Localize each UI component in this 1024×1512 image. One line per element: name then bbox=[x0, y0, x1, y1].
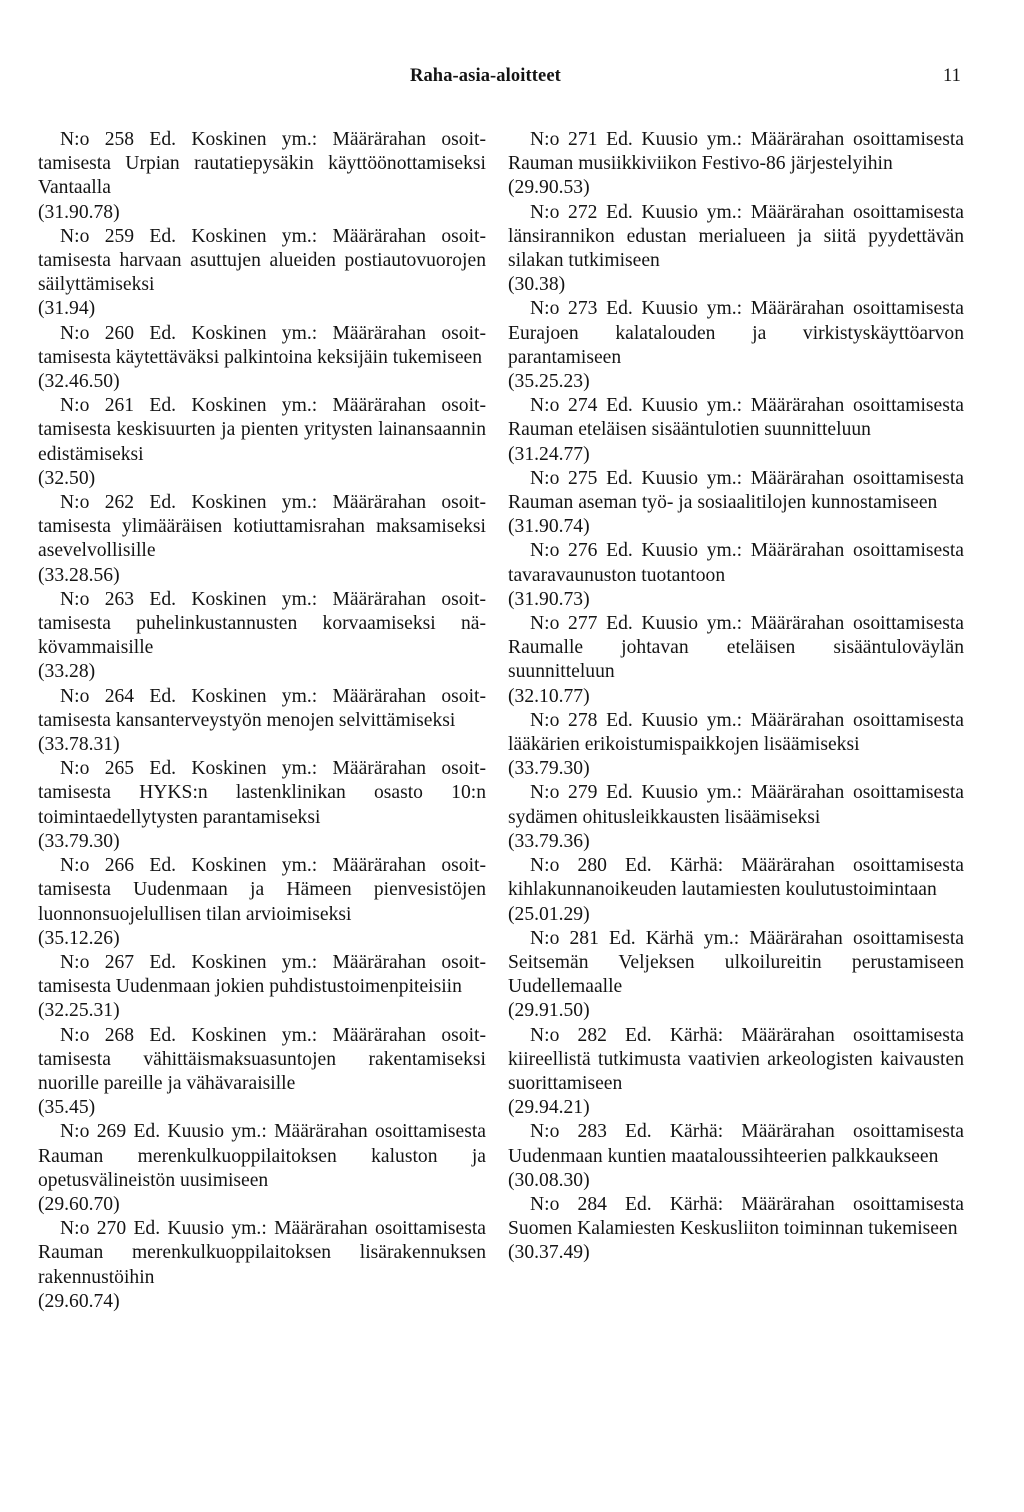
entry-text: N:o 277 Ed. Kuusio ym.: Määrärahan osoittamisesta Raumalle johtavan eteläisen sisääntuloväylän suunnitteluun bbox=[508, 613, 964, 683]
entry-text: N:o 282 Ed. Kärhä: Määrärahan osoittamisesta kiireellistä tutkimusta vaativien arkeologisten kaivausten suorittamiseen bbox=[508, 1024, 964, 1094]
entry-281 bbox=[508, 927, 964, 1024]
entry-text: N:o 259 Ed. Koskinen ym.: Määrärahan osoittamisesta harvaan asuttujen alueiden postiautovuorojen säilyttämiseksi bbox=[38, 225, 486, 296]
entry-text: N:o 263 Ed. Koskinen ym.: Määrärahan osoittamisesta puhelinkustannusten korvaamiseksi näkövammaisille bbox=[38, 588, 486, 659]
entry-code: (32.46.50) bbox=[38, 371, 120, 393]
entry-269 bbox=[38, 1120, 486, 1217]
entry-code: (33.79.30) bbox=[38, 830, 120, 852]
entry-277 bbox=[508, 612, 964, 709]
entry-text: N:o 273 Ed. Kuusio ym.: Määrärahan osoittamisesta Eurajoen kalatalouden ja virkistyskäyttöarvon parantamiseen bbox=[508, 298, 964, 368]
entry-text: N:o 272 Ed. Kuusio ym.: Määrärahan osoittamisesta länsirannikon edustan merialueen ja siitä pyydettävän silakan tutkimiseen bbox=[508, 201, 964, 272]
entry-273 bbox=[508, 297, 964, 394]
entry-text: N:o 268 Ed. Koskinen ym.: Määrärahan osoittamisesta vähittäismaksuasuntojen rakentamiseksi nuorille pareille ja vähävaraisille bbox=[38, 1024, 486, 1094]
entry-code: (33.28) bbox=[38, 661, 96, 683]
entry-272 bbox=[508, 201, 964, 298]
left-column bbox=[38, 128, 486, 1314]
entry-code: (29.90.53) bbox=[508, 177, 590, 199]
entry-264 bbox=[38, 685, 486, 758]
entry-text: N:o 265 Ed. Koskinen ym.: Määrärahan osoittamisesta HYKS:n lastenklinikan osasto 10:n toimintaedellytysten parantamiseksi bbox=[38, 758, 486, 828]
entry-258 bbox=[38, 128, 486, 225]
entry-271 bbox=[508, 128, 964, 201]
entry-text: N:o 266 Ed. Koskinen ym.: Määrärahan osoittamisesta Uudenmaan ja Hämeen pienvesistöjen luonnonsuojelullisen tilan arvioimiseksi bbox=[38, 855, 486, 925]
entry-267 bbox=[38, 951, 486, 1024]
right-column bbox=[508, 128, 964, 1266]
entry-code: (33.79.36) bbox=[508, 830, 590, 852]
entry-261 bbox=[38, 394, 486, 491]
entry-text: N:o 270 Ed. Kuusio ym.: Määrärahan osoittamisesta Rauman merenkulkuoppilaitoksen lisärakennuksen rakennustöihin bbox=[38, 1218, 486, 1288]
entry-263 bbox=[38, 588, 486, 685]
entry-262 bbox=[38, 491, 486, 588]
entry-282 bbox=[508, 1024, 964, 1121]
entry-code: (33.78.31) bbox=[38, 734, 120, 756]
entry-text: N:o 279 Ed. Kuusio ym.: Määrärahan osoittamisesta sydämen ohitusleikkausten lisäämiseksi bbox=[508, 782, 964, 828]
entry-code: (33.79.30) bbox=[508, 758, 590, 780]
entry-268 bbox=[38, 1024, 486, 1121]
entry-code: (33.28.56) bbox=[38, 564, 120, 586]
entry-text: N:o 271 Ed. Kuusio ym.: Määrärahan osoittamisesta Rauman musiikkiviikon Festivo-86 järjestelyihin bbox=[508, 129, 964, 175]
entry-code: (35.25.23) bbox=[508, 371, 590, 393]
entry-283 bbox=[508, 1120, 964, 1193]
entry-259 bbox=[38, 225, 486, 322]
entry-text: N:o 269 Ed. Kuusio ym.: Määrärahan osoittamisesta Rauman merenkulkuoppilaitoksen kaluston ja opetusvälineistön uusimiseen bbox=[38, 1121, 486, 1191]
entry-code: (30.37.49) bbox=[508, 1242, 590, 1264]
entry-text: N:o 258 Ed. Koskinen ym.: Määrärahan osoittamisesta Urpian rautatiepysäkin käyttöönottamiseksi Vantaalla bbox=[38, 129, 486, 199]
entry-278 bbox=[508, 709, 964, 782]
entry-text: N:o 281 Ed. Kärhä ym.: Määrärahan osoittamisesta Seitsemän Veljeksen ulkoilureitin perustamiseen Uudellemaalle bbox=[508, 927, 964, 998]
running-title: Raha-asia-aloitteet bbox=[410, 66, 561, 86]
entry-code: (31.90.74) bbox=[508, 516, 590, 538]
entry-text: N:o 280 Ed. Kärhä: Määrärahan osoittamisesta kihlakunnanoikeuden lautamiesten koulutustoimintaan bbox=[508, 855, 964, 901]
entry-text: N:o 275 Ed. Kuusio ym.: Määrärahan osoittamisesta Rauman aseman työ- ja sosiaalitilojen kunnostamiseen bbox=[508, 467, 964, 514]
entry-279 bbox=[508, 781, 964, 854]
entry-text: N:o 262 Ed. Koskinen ym.: Määrärahan osoittamisesta ylimääräisen kotiuttamisrahan maksamiseksi asevelvollisille bbox=[38, 492, 486, 562]
entry-code: (29.94.21) bbox=[508, 1097, 590, 1119]
page-number: 11 bbox=[943, 66, 961, 86]
entry-text: N:o 274 Ed. Kuusio ym.: Määrärahan osoittamisesta Rauman eteläisen sisääntulotien suunnitteluun bbox=[508, 395, 964, 441]
entry-code: (31.24.77) bbox=[508, 443, 590, 465]
entry-text: N:o 261 Ed. Koskinen ym.: Määrärahan osoittamisesta keskisuurten ja pienten yritysten lainansaannin edistämiseksi bbox=[38, 395, 486, 465]
entry-code: (32.10.77) bbox=[508, 685, 590, 707]
entry-code: (31.90.73) bbox=[508, 588, 590, 610]
entry-text: N:o 278 Ed. Kuusio ym.: Määrärahan osoittamisesta lääkärien erikoistumispaikkojen lisäämiseksi bbox=[508, 709, 964, 756]
entry-code: (35.12.26) bbox=[38, 927, 120, 949]
entry-text: N:o 267 Ed. Koskinen ym.: Määrärahan osoittamisesta Uudenmaan jokien puhdistustoimenpiteisiin bbox=[38, 951, 486, 998]
entry-284 bbox=[508, 1193, 964, 1266]
entry-274 bbox=[508, 394, 964, 467]
entry-code: (31.94) bbox=[38, 298, 96, 320]
entry-text: N:o 264 Ed. Koskinen ym.: Määrärahan osoittamisesta kansanterveystyön menojen selvittämiseksi bbox=[38, 685, 486, 731]
entry-265 bbox=[38, 757, 486, 854]
entry-260 bbox=[38, 322, 486, 395]
entry-280 bbox=[508, 854, 964, 927]
entry-266 bbox=[38, 854, 486, 951]
entry-276 bbox=[508, 539, 964, 612]
page-header bbox=[0, 66, 1024, 96]
entry-code: (30.08.30) bbox=[508, 1169, 590, 1191]
entry-code: (32.50) bbox=[38, 467, 96, 489]
entry-code: (29.60.74) bbox=[38, 1290, 120, 1312]
entry-code: (25.01.29) bbox=[508, 903, 590, 925]
entry-270 bbox=[38, 1217, 486, 1314]
entry-text: N:o 276 Ed. Kuusio ym.: Määrärahan osoittamisesta tavaravaunuston tuotantoon bbox=[508, 540, 964, 586]
entry-275 bbox=[508, 467, 964, 540]
entry-code: (29.91.50) bbox=[508, 1000, 590, 1022]
entry-code: (30.38) bbox=[508, 274, 566, 296]
entry-code: (32.25.31) bbox=[38, 1000, 120, 1022]
entry-code: (31.90.78) bbox=[38, 201, 120, 223]
entry-code: (35.45) bbox=[38, 1097, 96, 1119]
entry-text: N:o 283 Ed. Kärhä: Määrärahan osoittamisesta Uudenmaan kuntien maataloussihteerien palkkaukseen bbox=[508, 1121, 964, 1167]
entry-code: (29.60.70) bbox=[38, 1193, 120, 1215]
entry-text: N:o 284 Ed. Kärhä: Määrärahan osoittamisesta Suomen Kalamiesten Keskusliiton toiminnan tukemiseen bbox=[508, 1193, 964, 1240]
entry-text: N:o 260 Ed. Koskinen ym.: Määrärahan osoittamisesta käytettäväksi palkintoina keksijäin tukemiseen bbox=[38, 322, 486, 368]
